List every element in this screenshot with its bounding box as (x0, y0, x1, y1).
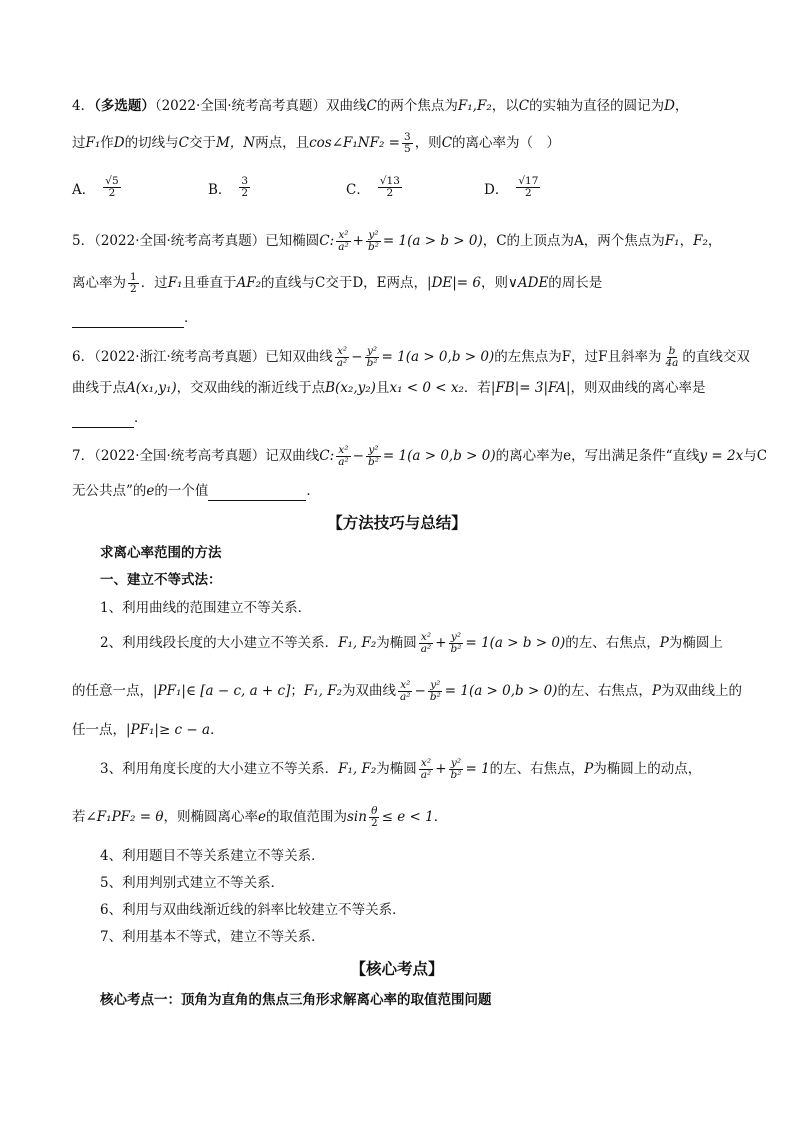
q5-line2: 离心率为 $\frac{1}{2}$ ．过F₁且垂直于AF₂的直线与C交于D，E两点，|DE|= 6，则∨ADE的周长是 (72, 271, 603, 295)
q5-answer-blank[interactable] (72, 313, 184, 328)
q4-option-a[interactable]: A． $\frac{√5}{2}$ (72, 175, 119, 199)
method-item-6: 6、利用与双曲线渐近线的斜率比较建立不等关系． (100, 902, 406, 918)
q4-option-c[interactable]: C． $\frac{√13}{2}$ (346, 175, 400, 199)
core-point-1: 核心考点一：顶角为直角的焦点三角形求解离心率的取值范围问题 (100, 992, 492, 1008)
q6-answer-blank[interactable] (72, 413, 134, 428)
methods-title: 求离心率范围的方法 (100, 545, 222, 561)
method-item-4: 4、利用题目不等关系建立不等关系． (100, 848, 325, 864)
q4-line1: 4．（多选题）（2022·全国·统考高考真题）双曲线C的两个焦点为F₁,F₂，以C的实轴为直径的圆记为D， (72, 98, 689, 114)
method-item-3-line2: 若∠F₁PF₂ = θ，则椭圆离心率e的取值范围为sin $\frac{\theta}{2}$ ≤ e < 1． (72, 805, 448, 829)
q6-line1: 6．（2022·浙江·统考高考真题）已知双曲线 $\frac{\text{x²}}{\text{a²}}$ − $\frac{\text{y²}}{\text{b²}}$ = 1(a > 0,b > 0)的左焦点为F，过F且斜率为 $\frac{b}{4a}$ 的直线交双 (72, 345, 750, 369)
q6-line3: ． (72, 408, 148, 428)
method-item-1: 1、利用曲线的范围建立不等关系． (100, 600, 312, 616)
section-heading-methods: 【方法技巧与总结】 (327, 513, 467, 532)
methods-subtitle: 一、建立不等式法： (100, 572, 222, 588)
q7-line1: 7．（2022·全国·统考高考真题）记双曲线C: $\frac{\text{x²}}{\text{a²}}$ − $\frac{\text{y²}}{\text{b²}}$ = 1(a > 0,b > 0)的离心率为e，写出满足条件“直线y = 2x与C (72, 444, 768, 468)
q4-line2: 过F₁作D的切线与C交于M，N两点，且cos∠F₁NF₂ = $\frac{3}{5}$ ，则C的离心率为（ ） (72, 131, 561, 155)
method-item-5: 5、利用判别式建立不等关系． (100, 875, 285, 891)
q6-line2: 曲线于点A(x₁,y₁)，交双曲线的渐近线于点B(x₂,y₂)且x₁ < 0 < x₂．若|FB|= 3|FA|，则双曲线的离心率是 (72, 380, 706, 396)
q5-line1: 5．（2022·全国·统考高考真题）已知椭圆C: $\frac{\text{x²}}{\text{a²}}$ + $\frac{\text{y²}}{\text{b²}}$ = 1(a > b > 0)，C的上顶点为A，两个焦点为F₁，F₂， (72, 229, 722, 253)
method-item-3-line1: 3、利用角度长度的大小建立不等关系．F₁, F₂为椭圆 $\frac{\text{x²}}{\text{a²}}$ + $\frac{\text{y²}}{\text{b²}}$ = 1的左、右焦点，P为椭圆上的动点， (100, 757, 702, 781)
method-item-7: 7、利用基本不等式，建立不等关系． (100, 929, 325, 945)
method-item-2-line1: 2、利用线段长度的大小建立不等关系．F₁, F₂为椭圆 $\frac{\text{x²}}{\text{a²}}$ + $\frac{\text{y²}}{\text{b²}}$ = 1(a > b > 0)的左、右焦点，P为椭圆上 (100, 631, 723, 655)
q7-line2: 无公共点”的e的一个值 ． (72, 483, 320, 499)
method-item-2-line3: 任一点，|PF₁|≥ c − a． (72, 722, 224, 738)
cos-fraction: $\frac{3}{5}$ (404, 131, 411, 155)
q4-option-d[interactable]: D． $\frac{√17}{2}$ (484, 175, 539, 199)
q5-line3: ． (72, 308, 198, 328)
q7-answer-blank[interactable] (208, 486, 306, 501)
section-heading-core: 【核心考点】 (350, 959, 444, 978)
q4-option-b[interactable]: B． $\frac{3}{2}$ (208, 175, 249, 199)
method-item-2-line2: 的任意一点，|PF₁|∈ [a − c, a + c]；F₁, F₂为双曲线 $\frac{\text{x²}}{\text{a²}}$ − $\frac{\text{y²}}{\text{b²}}$ = 1(a > 0,b > 0)的左、右焦点，P为双曲线上的 (72, 679, 743, 703)
